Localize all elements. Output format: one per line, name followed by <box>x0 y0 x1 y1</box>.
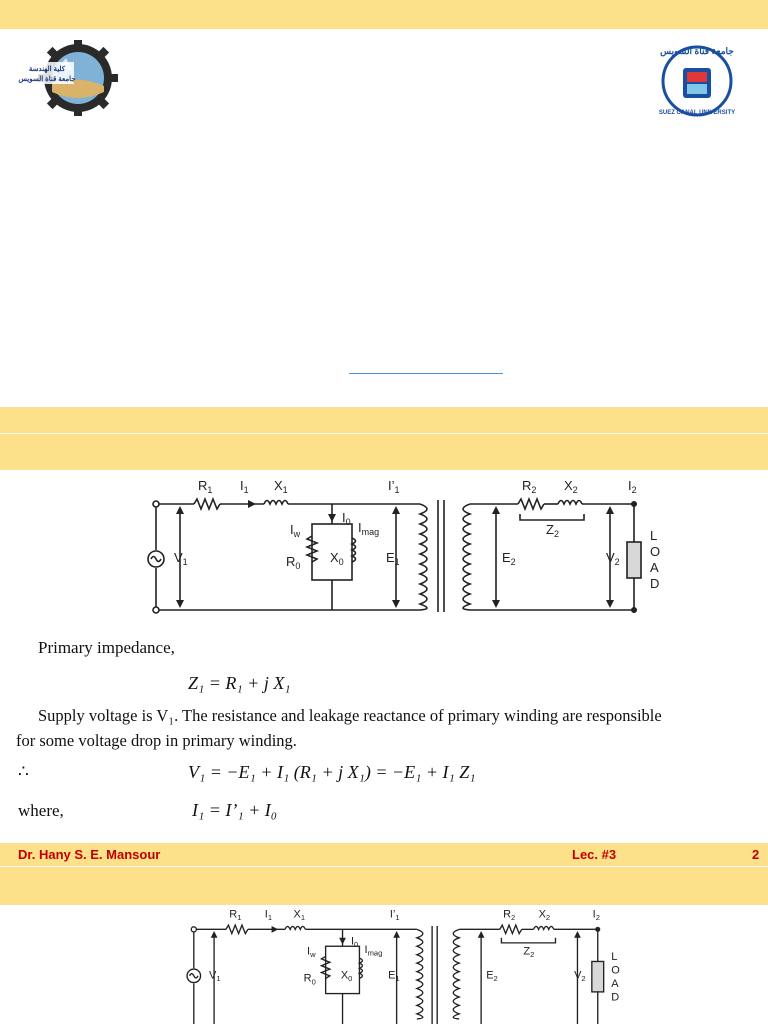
where-label: where, <box>18 801 64 820</box>
section-band-1 <box>0 407 768 433</box>
supply-voltage-line-1: Supply voltage is V₁. The resistance and leakage reactance of primary winding are responsible <box>38 706 662 725</box>
label-x1-repeat: $X_1$ <box>293 908 306 923</box>
label-z2-repeat: $Z_2$ <box>523 945 535 960</box>
label-i2: $I_2$ <box>628 478 637 495</box>
label-x2-repeat: $X_2$ <box>538 908 551 923</box>
label-r1: $R_1$ <box>198 478 213 495</box>
label-iw-repeat: $I_w$ <box>307 945 316 960</box>
label-e1-repeat: $E_1$ <box>388 969 400 983</box>
logo-left-text-2: جامعة قناة السويس <box>18 76 76 83</box>
primary-impedance-label: Primary impedance, <box>38 638 175 657</box>
label-i1-prime: $I’_1$ <box>388 478 400 495</box>
label-r0-repeat: $R_0$ <box>303 972 316 987</box>
label-x0: $X_0$ <box>330 550 344 567</box>
label-e2: $E_2$ <box>502 550 516 567</box>
equation-primary-impedance: Z₁ = R₁ + j X₁ <box>188 673 291 693</box>
label-i2-repeat: $I_2$ <box>592 908 600 923</box>
load-letter-l: L <box>650 528 658 543</box>
label-imag: $I_{mag}$ <box>358 520 380 537</box>
label-i1-prime-repeat: $I’_1$ <box>389 908 400 923</box>
load-letter-a: A <box>650 560 659 575</box>
load-letter-a-repeat: A <box>611 977 619 990</box>
label-z2: $Z_2$ <box>546 522 559 539</box>
label-v1: $V_1$ <box>174 550 188 567</box>
load-letter-o-repeat: O <box>611 964 620 977</box>
label-iw: $I_w$ <box>290 522 301 539</box>
section-band-2 <box>0 434 768 470</box>
therefore-symbol: ∴ <box>18 762 29 781</box>
next-slide-band <box>0 867 768 905</box>
label-r1-repeat: $R_1$ <box>229 908 242 923</box>
label-i0: $I_0$ <box>342 510 351 527</box>
footer-page-number: 2 <box>752 847 760 862</box>
transformer-equivalent-circuit-repeat <box>140 904 660 1024</box>
load-letter-o: O <box>650 544 660 559</box>
equation-supply-voltage: V₁ = −E₁ + I₁ (R₁ + j X₁) = −E₁ + I₁ Z₁ <box>188 762 476 782</box>
footer-author: Dr. Hany S. E. Mansour <box>18 847 161 862</box>
logo-left-text-1: كلية الهندسة <box>28 66 66 73</box>
suez-canal-university-logo <box>656 40 738 120</box>
label-r0: $R_0$ <box>286 554 301 571</box>
logo-right-arabic: جامعة قناة السويس <box>660 46 734 56</box>
load-letter-d: D <box>650 576 660 591</box>
label-v2-repeat: $V_2$ <box>574 969 586 983</box>
label-i0-repeat: $I_0$ <box>350 935 359 950</box>
faculty-engineering-logo <box>18 40 122 116</box>
label-r2-repeat: $R_2$ <box>503 908 516 923</box>
load-letter-l-repeat: L <box>611 950 618 963</box>
label-x1: $X_1$ <box>274 478 288 495</box>
transformer-equivalent-circuit <box>140 474 660 616</box>
label-r2: $R_2$ <box>522 478 537 495</box>
footer-lecture: Lec. #3 <box>572 847 617 862</box>
load-letter-d-repeat: D <box>611 991 620 1004</box>
hyperlink-underline <box>349 373 503 374</box>
equation-current: I₁ = I’₁ + I₀ <box>192 800 278 820</box>
label-i1: $I_1$ <box>240 478 249 495</box>
label-v1-repeat: $V_1$ <box>209 969 221 983</box>
logo-right-english: SUEZ CANAL UNIVERSITY <box>658 110 736 116</box>
label-imag-repeat: $I_{mag}$ <box>364 944 383 958</box>
label-x2: $X_2$ <box>564 478 578 495</box>
label-i1-repeat: $I_1$ <box>264 908 273 923</box>
label-v2: $V_2$ <box>606 550 620 567</box>
supply-voltage-line-2: for some voltage drop in primary winding. <box>16 731 297 750</box>
label-x0-repeat: $X_0$ <box>340 969 353 983</box>
label-e1: $E_1$ <box>386 550 400 567</box>
top-header-band <box>0 0 768 29</box>
label-e2-repeat: $E_2$ <box>486 969 498 983</box>
